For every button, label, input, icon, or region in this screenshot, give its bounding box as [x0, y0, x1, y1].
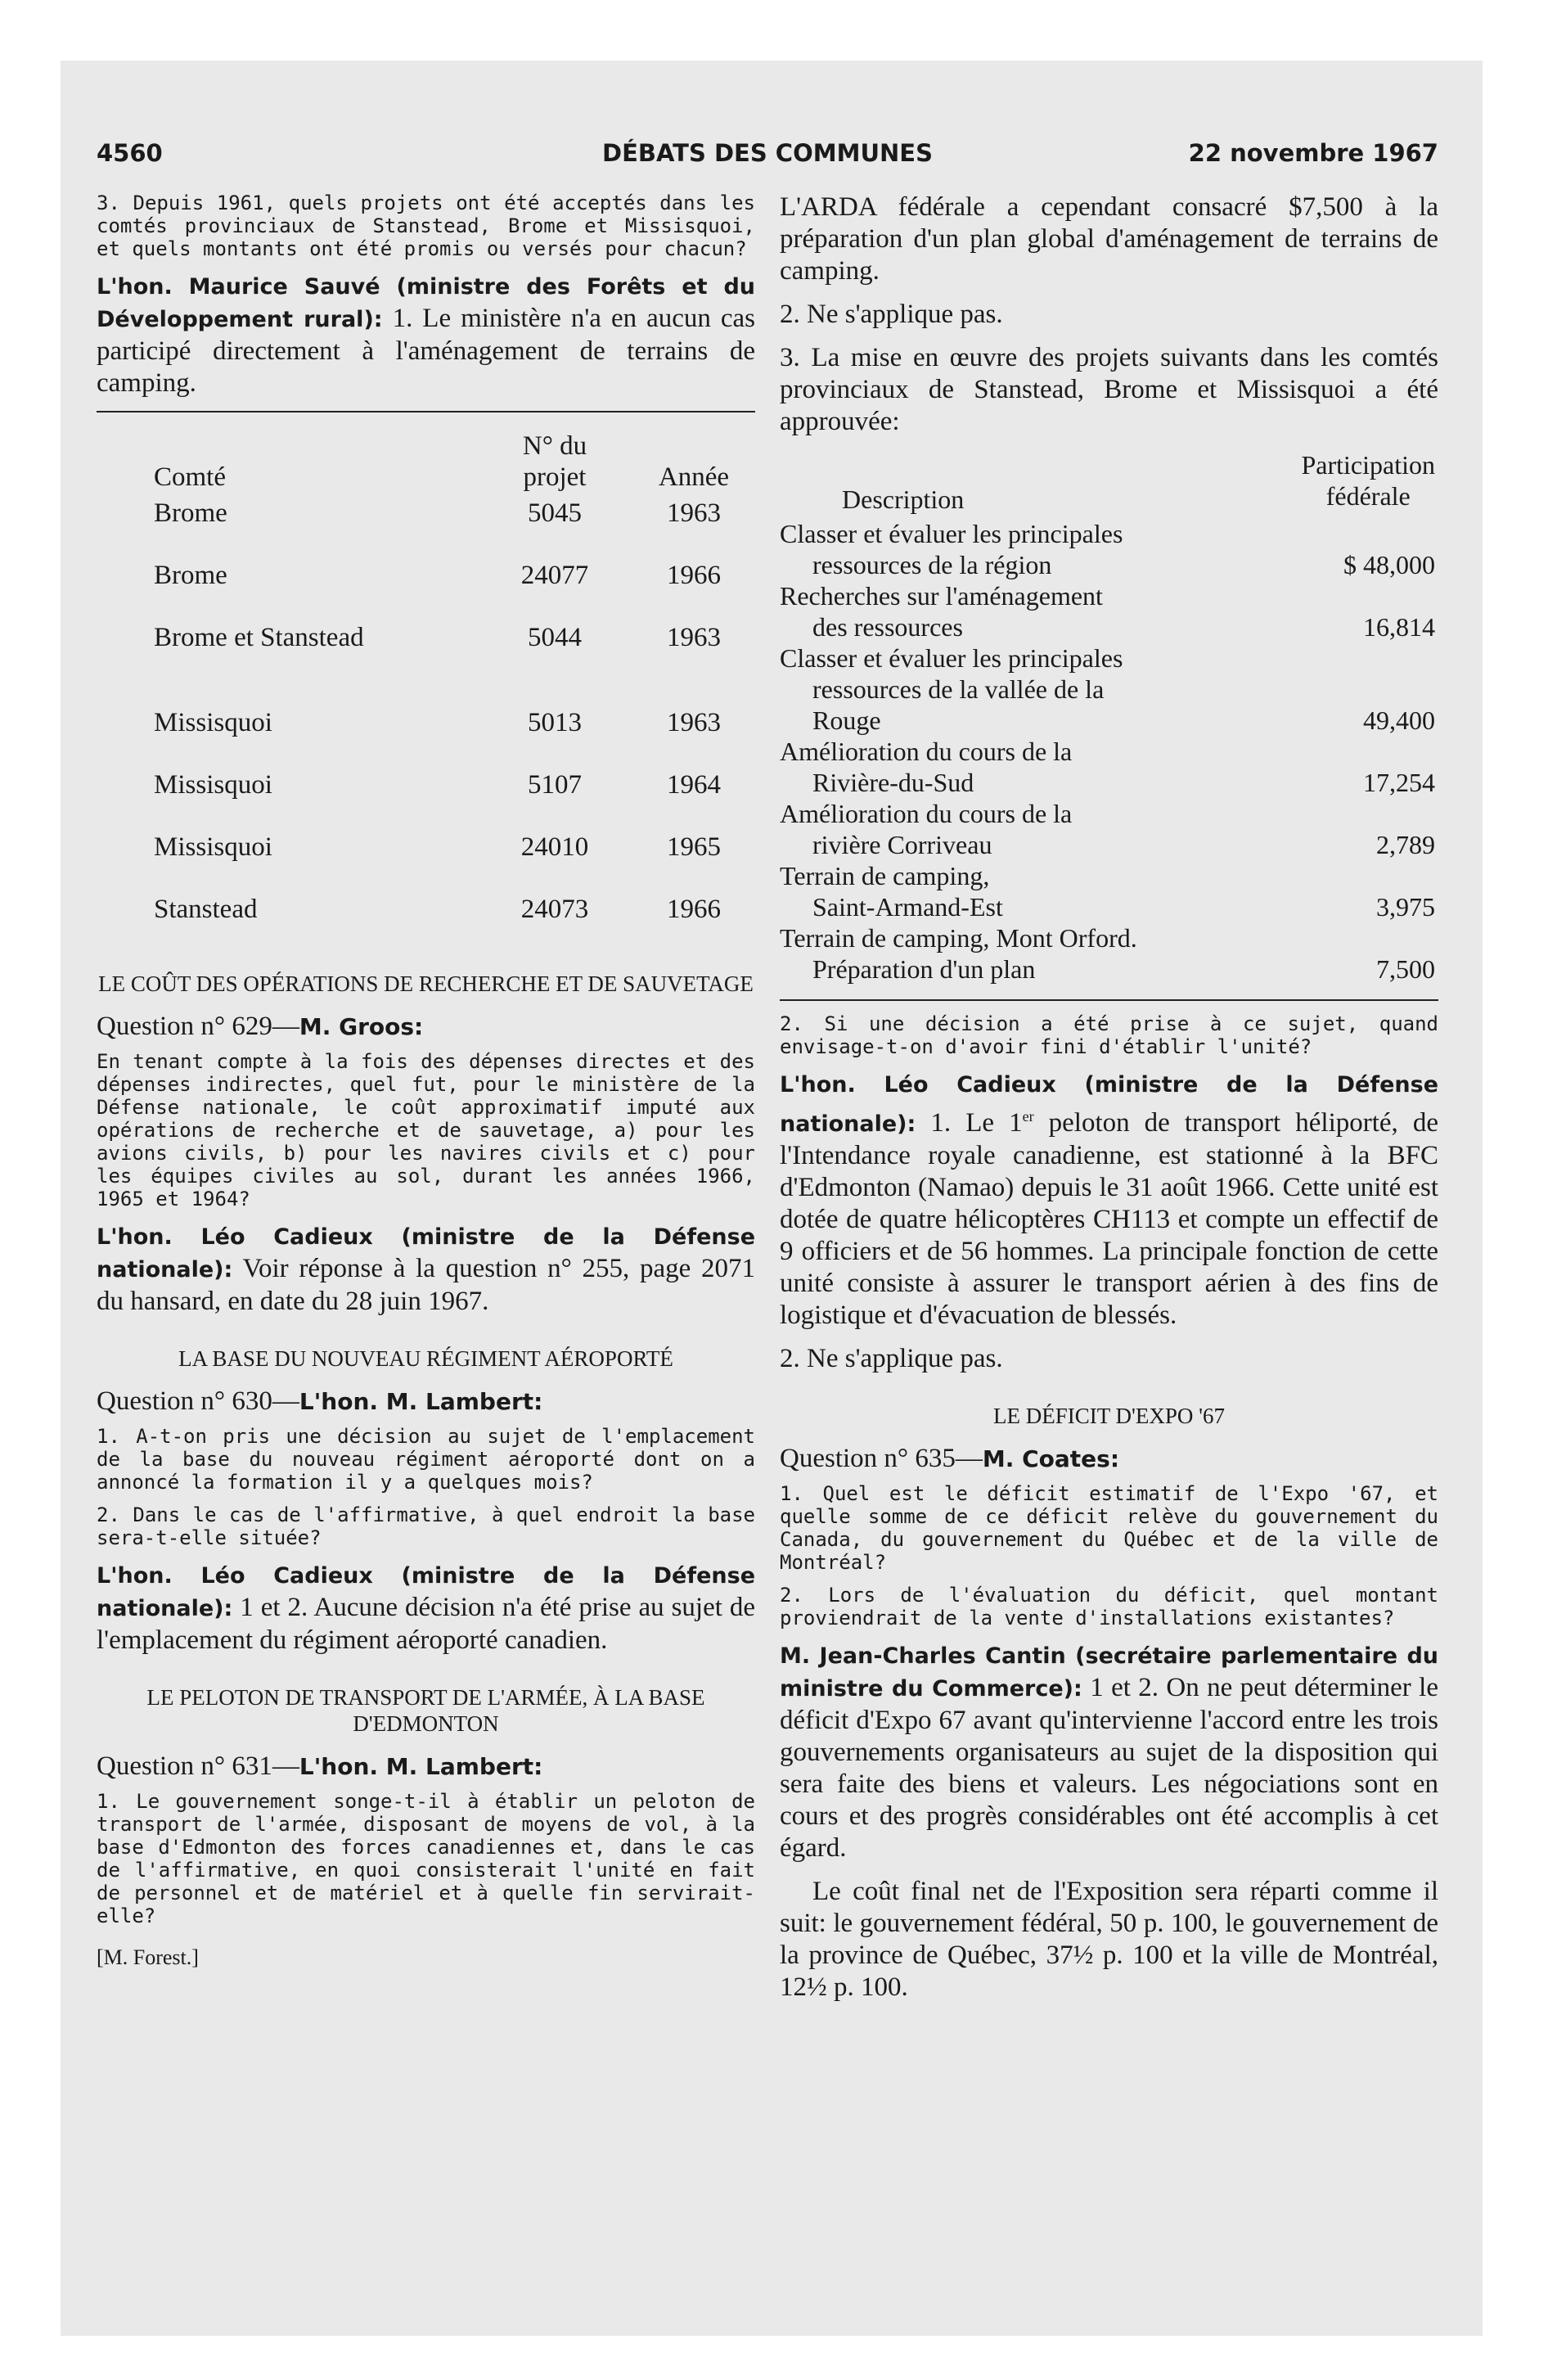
- question-text: 3. Depuis 1961, quels projets ont été acceptés dans les comtés provinciaux de Stanstead, Brome et Missisquoi, et quels montants ont été promis ou versés pour chacun?: [97, 192, 755, 260]
- question-text: 1. A-t-on pris une décision au sujet de l'emplacement de la base du nouveau régiment aéroporté dont on a annoncé la formation il y a quelques mois?: [97, 1425, 755, 1494]
- cell-comte: Brome: [154, 561, 227, 590]
- cell-description-cont: des ressources: [812, 612, 963, 642]
- cell-description: Recherches sur l'aménagement: [780, 581, 1103, 611]
- cell-description-cont: ressources de la vallée de la: [812, 674, 1105, 704]
- cell-projet: 5044: [528, 623, 582, 652]
- answer-paragraph: Le coût final net de l'Exposition sera réparti comme il suit: le gouvernement fédéral, 50 p. 100, le gouvernement de la province de Québec, 37½ p. 100 et la ville de Montréal, 12½ p. 100.: [780, 1877, 1438, 2002]
- col-header-no-line1: N° du: [522, 431, 587, 461]
- cell-projet: 24010: [520, 832, 589, 862]
- cell-amount: 3,975: [1376, 892, 1435, 922]
- page-footer: [M. Forest.]: [97, 1945, 199, 1969]
- speaker-name: L'hon. Léo Cadieux (ministre de la Défense nationale):: [780, 1072, 1438, 1137]
- answer-text: Voir réponse à la question n° 255, page 2071 du hansard, en date du 28 juin 1967.: [97, 1254, 756, 1316]
- cell-description-cont: Saint-Armand-Est: [812, 892, 1003, 922]
- table-header: [97, 416, 755, 498]
- projects-table: [97, 416, 755, 943]
- cell-description: Amélioration du cours de la: [780, 799, 1073, 828]
- answer-paragraph: [780, 1068, 1438, 1332]
- col-header-description: Description: [842, 485, 965, 514]
- section-heading: LE PELOTON DE TRANSPORT DE L'ARMÉE, À LA BASE D'EDMONTON: [146, 1685, 705, 1736]
- col-header-comte: Comté: [154, 462, 226, 492]
- cell-comte: Stanstead: [154, 895, 258, 924]
- cell-annee: 1966: [667, 561, 721, 590]
- cell-projet: 5013: [528, 708, 582, 737]
- cell-annee: 1963: [667, 623, 721, 652]
- table-row: [780, 736, 1438, 798]
- page-header: [97, 139, 1438, 180]
- table-row: [780, 860, 1438, 922]
- cell-annee: 1963: [667, 708, 721, 737]
- question-text: En tenant compte à la fois des dépenses directes et des dépenses indirectes, quel fut, pour le ministère de la Défense nationale, le coût approximatif imputé aux opérations de recherche et de sauvetage, a) pour les avions civils, b) pour les navires civils et c) pour les équipes civiles au sol, durant les années 1966, 1965 et 1964?: [97, 1050, 755, 1210]
- section-heading: LE COÛT DES OPÉRATIONS DE RECHERCHE ET DE SAUVETAGE: [98, 971, 754, 996]
- col-header-no-line2: projet: [523, 462, 587, 492]
- page-sheet: [61, 61, 1483, 2336]
- cell-description: Amélioration du cours de la: [780, 737, 1073, 766]
- cell-projet: 5107: [528, 770, 582, 800]
- answer-paragraph: 3. La mise en œuvre des projets suivants dans les comtés provinciaux de Stanstead, Brome et Missisquoi a été approuvée:: [780, 343, 1438, 436]
- question-number: Question n° 629—: [97, 1012, 299, 1041]
- table-row: [780, 642, 1438, 736]
- cell-amount: $ 48,000: [1343, 550, 1435, 579]
- cell-projet: 5045: [528, 498, 582, 528]
- cell-projet: 24077: [520, 561, 589, 590]
- table-header: [780, 449, 1438, 518]
- ordinal-superscript: er: [1022, 1108, 1034, 1125]
- table-row: [780, 518, 1438, 580]
- section-heading: LE DÉFICIT D'EXPO '67: [993, 1404, 1225, 1428]
- table-row: [97, 894, 755, 943]
- answer-paragraph: 2. Ne s'applique pas.: [780, 1344, 1003, 1373]
- question-text: 1. Quel est le déficit estimatif de l'Expo '67, et quelle somme de ce déficit relève du gouvernement du Canada, du gouvernement du Québec et de la ville de Montréal?: [780, 1482, 1438, 1574]
- cell-description-cont: Préparation d'un plan: [812, 954, 1036, 984]
- section-heading: LA BASE DU NOUVEAU RÉGIMENT AÉROPORTÉ: [178, 1346, 673, 1371]
- cell-description: Terrain de camping,: [780, 861, 990, 890]
- speaker-name: M. Jean-Charles Cantin (secrétaire parlementaire du ministre du Commerce):: [780, 1643, 1438, 1702]
- table-rule: [780, 999, 1438, 1001]
- col-header-participation: [1301, 449, 1435, 512]
- table-row: [97, 622, 755, 707]
- question-title: [97, 1385, 755, 1418]
- col-header-annee: Année: [658, 462, 730, 492]
- answer-paragraph: 2. Ne s'applique pas.: [780, 300, 1003, 329]
- cell-amount: 7,500: [1376, 954, 1435, 984]
- question-number: Question n° 635—: [780, 1444, 983, 1473]
- col-header-participation-line1: Participation: [1301, 450, 1435, 480]
- answer-text: 1. Le ministère n'a en aucun cas participé directement à l'aménagement de terrains de camping.: [97, 304, 755, 398]
- question-title: [780, 1442, 1438, 1476]
- questioner-name: L'hon. M. Lambert:: [299, 1753, 543, 1780]
- cell-projet: 24073: [520, 895, 589, 924]
- speaker-name: L'hon. Léo Cadieux (ministre de la Défense nationale):: [97, 1563, 755, 1621]
- answer-paragraph: [97, 1559, 755, 1657]
- cell-description-cont: Rivière-du-Sud: [812, 768, 974, 797]
- cell-description: Classer et évaluer les principales: [780, 643, 1123, 673]
- cell-description-cont: ressources de la région: [812, 550, 1052, 579]
- participation-table: [780, 449, 1438, 985]
- table-row: [97, 560, 755, 622]
- table-rule: [97, 411, 755, 412]
- table-row: [97, 832, 755, 894]
- question-text: 2. Lors de l'évaluation du déficit, quel montant proviendrait de la vente d'installations existantes?: [780, 1584, 1438, 1629]
- speaker-name: L'hon. Maurice Sauvé (ministre des Forêts et du Développement rural):: [97, 274, 755, 332]
- question-text: 2. Si une décision a été prise à ce sujet, quand envisage-t-on d'avoir fini d'établir l'unité?: [780, 1012, 1438, 1058]
- page-date: 22 novembre 1967: [1188, 139, 1438, 167]
- cell-comte: Brome et Stanstead: [154, 623, 364, 652]
- cell-amount: 49,400: [1363, 705, 1435, 735]
- cell-amount: 2,789: [1376, 830, 1435, 859]
- answer-text: 1 et 2. On ne peut déterminer le déficit d'Expo 67 avant qu'intervienne l'accord entre les trois gouvernements organisateurs au sujet de la disposition qui sera faite des biens et valeurs. Les négociations sont en cours et des progrès considérables ont été accomplis à cet égard.: [780, 1673, 1438, 1863]
- questioner-name: L'hon. M. Lambert:: [299, 1388, 543, 1415]
- cell-comte: Missisquoi: [154, 832, 272, 862]
- publication-title: DÉBATS DES COMMUNES: [602, 139, 933, 167]
- speaker-name: L'hon. Léo Cadieux (ministre de la Défense nationale):: [97, 1224, 755, 1282]
- question-number: Question n° 631—: [97, 1751, 299, 1781]
- answer-paragraph: [97, 1220, 755, 1318]
- cell-comte: Brome: [154, 498, 227, 528]
- answer-text: 1 et 2. Aucune décision n'a été prise au sujet de l'emplacement du régiment aéroporté canadien.: [97, 1593, 756, 1655]
- answer-paragraph: [780, 1639, 1438, 1864]
- questioner-name: M. Coates:: [982, 1445, 1120, 1472]
- cell-annee: 1965: [667, 832, 721, 862]
- cell-description-cont: rivière Corriveau: [812, 830, 992, 859]
- page-number: 4560: [97, 139, 163, 167]
- answer-text: peloton de transport héliporté, de l'Intendance royale canadienne, est stationné à la BFC d'Edmonton (Namao) depuis le 31 août 1966. Cette unité est dotée de quatre hélicoptères CH113 et compte un effectif de 9 officiers et de 56 hommes. La principale fonction de cette unité consiste à assurer le transport aérien à des fins de logistique et d'évacuation de blessés.: [780, 1108, 1439, 1330]
- cell-comte: Missisquoi: [154, 708, 272, 737]
- question-text: 2. Dans le cas de l'affirmative, à quel endroit la base sera-t-elle située?: [97, 1503, 755, 1549]
- question-number: Question n° 630—: [97, 1386, 299, 1416]
- answer-text-start: 1. Le 1: [930, 1108, 1023, 1138]
- cell-annee: 1966: [667, 895, 721, 924]
- table-row: [97, 707, 755, 769]
- question-text: 1. Le gouvernement songe-t-il à établir un peloton de transport de l'armée, disposant de moyens de vol, à la base d'Edmonton des forces canadiennes et, dans le cas de l'affirmative, en quoi consisterait l'unité en fait de personnel et de matériel et à quelle fin servirait-elle?: [97, 1790, 755, 1927]
- cell-annee: 1964: [667, 770, 721, 800]
- table-row: [780, 580, 1438, 642]
- table-row: [97, 498, 755, 560]
- table-row: [780, 922, 1438, 985]
- question-title: [97, 1750, 755, 1783]
- cell-description: Classer et évaluer les principales: [780, 519, 1123, 548]
- answer-paragraph: [97, 270, 755, 399]
- left-column: [97, 192, 755, 1970]
- cell-annee: 1963: [667, 498, 721, 528]
- col-header-participation-line2: fédérale: [1325, 481, 1411, 511]
- cell-amount: 16,814: [1363, 612, 1435, 642]
- cell-description: Terrain de camping, Mont Orford.: [780, 923, 1137, 953]
- answer-paragraph: L'ARDA fédérale a cependant consacré $7,500 à la préparation d'un plan global d'aménagement de terrains de camping.: [780, 192, 1438, 286]
- table-row: [97, 769, 755, 832]
- cell-description-cont: Rouge: [812, 705, 881, 735]
- table-row: [780, 798, 1438, 860]
- cell-comte: Missisquoi: [154, 770, 272, 800]
- questioner-name: M. Groos:: [299, 1013, 424, 1040]
- question-title: [97, 1010, 755, 1044]
- right-column: [780, 192, 1438, 2015]
- cell-amount: 17,254: [1363, 768, 1435, 797]
